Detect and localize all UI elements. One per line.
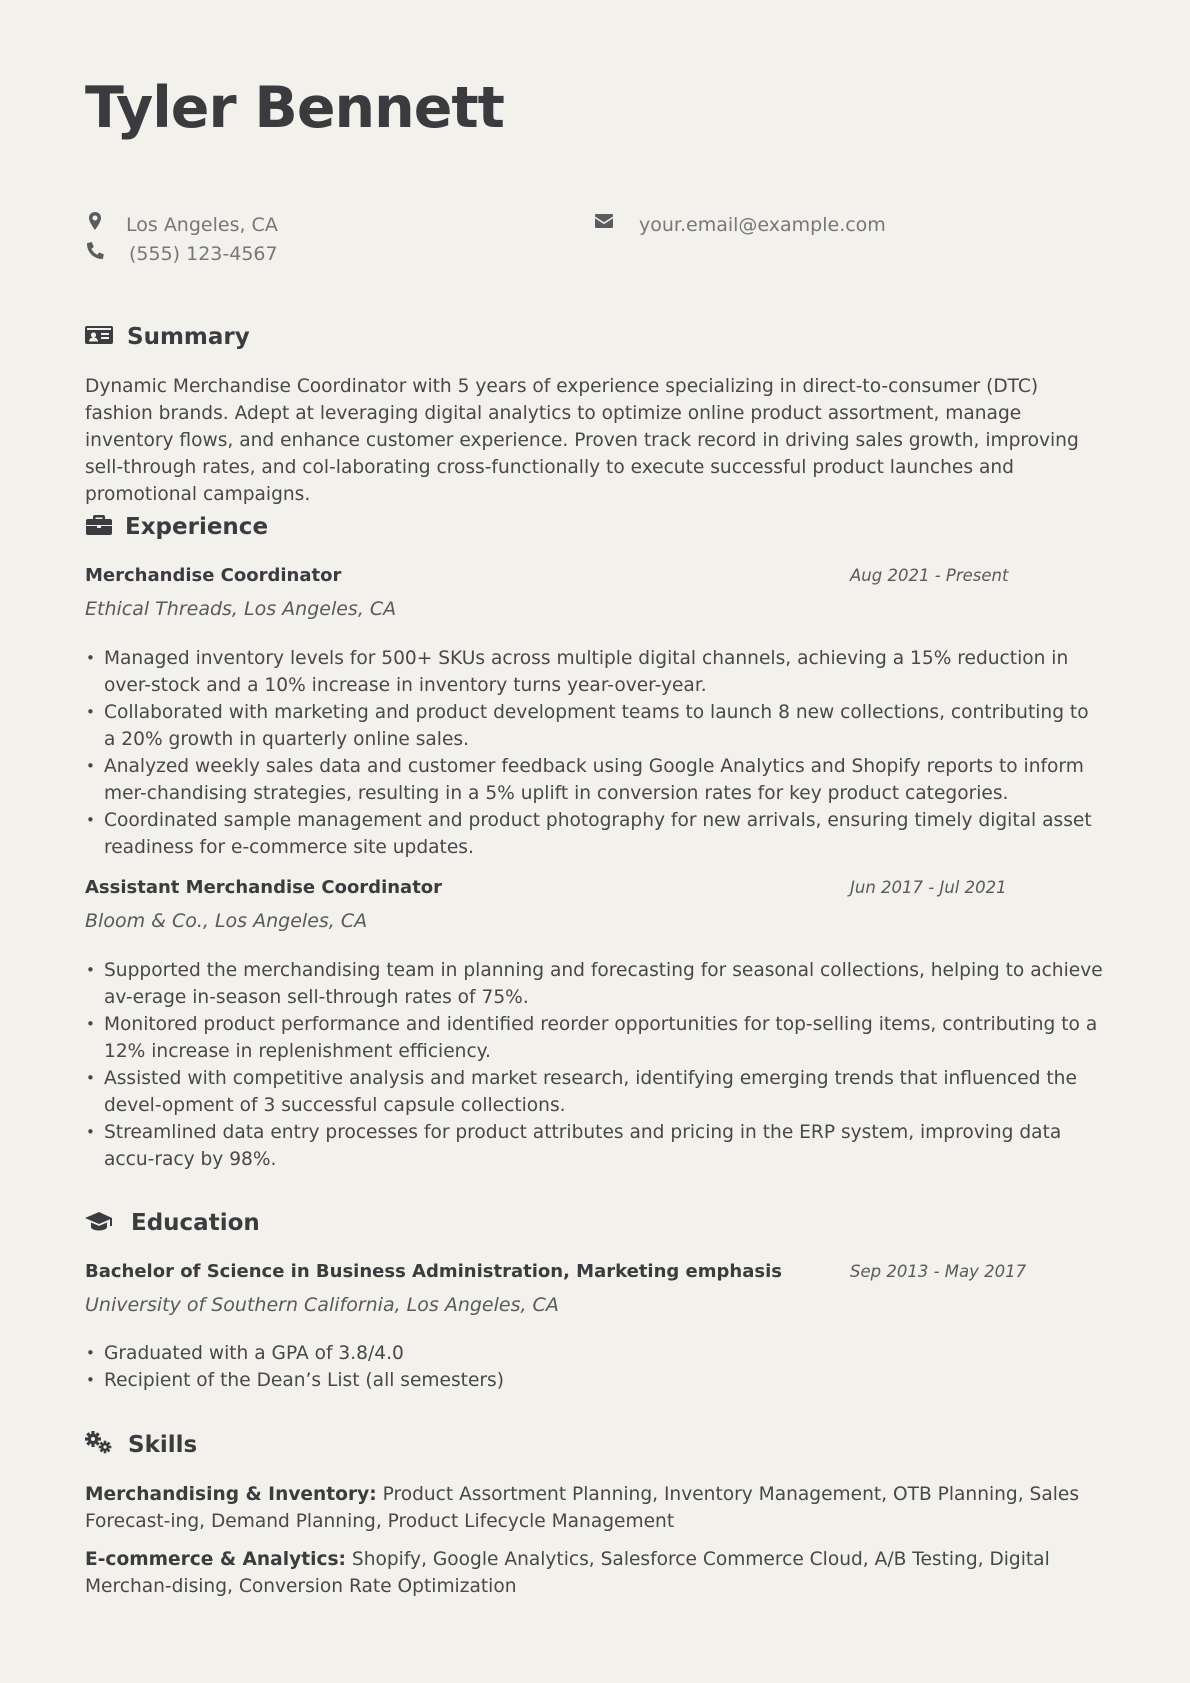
section-experience-heading [85,513,268,541]
id-card-icon [85,323,113,351]
skills-heading: Skills [128,1432,198,1458]
gears-icon [85,1431,113,1459]
education-bullets [85,1340,1105,1394]
section-education-heading [85,1209,260,1237]
phone-text: (555) 123-4567 [129,242,278,265]
list-item: • Streamlined data entry processes for product attributes and pricing in the ERP system, improving data accu-racy by 98%. [85,1119,1105,1173]
job-bullets [85,645,1105,861]
email-text: your.email@example.com [639,213,886,236]
section-summary-heading [85,323,250,351]
contact-phone [85,240,278,267]
job-dates: Aug 2021 - Present [850,566,1009,585]
list-item: • Graduated with a GPA of 3.8/4.0 [85,1340,1105,1367]
section-skills-heading [85,1431,197,1459]
briefcase-icon [85,513,113,541]
list-item: • Monitored product performance and identified reorder opportunities for top-selling items, contributing to a 12% increase in replenishment efficiency. [85,1011,1105,1065]
map-marker-icon [85,211,105,238]
list-item: • Collaborated with marketing and product development teams to launch 8 new collections, contributing to a 20% growth in quarterly online sales. [85,699,1105,753]
contact-email [594,211,886,238]
list-item: • Assisted with competitive analysis and market research, identifying emerging trends that influenced the devel-opment of 3 successful capsule collections. [85,1065,1105,1119]
list-item: • Supported the merchandising team in planning and forecasting for seasonal collections, helping to achieve av-erage in-season sell-through rates of 75%. [85,957,1105,1011]
contact-location [85,211,278,238]
school-name: University of Southern California, Los Angeles, CA [85,1294,559,1316]
location-text: Los Angeles, CA [126,213,278,236]
skill-group [85,1546,1105,1600]
list-item: • Analyzed weekly sales data and customer feedback using Google Analytics and Shopify reports to inform mer-chandising strategies, resulting in a 5% uplift in conversion rates for key product categories. [85,753,1105,807]
job-organization: Bloom & Co., Los Angeles, CA [85,910,368,932]
list-item: • Recipient of the Dean’s List (all semesters) [85,1367,1105,1394]
education-dates: Sep 2013 - May 2017 [850,1262,1027,1281]
list-item: • Managed inventory levels for 500+ SKUs across multiple digital channels, achieving a 15% reduction in over-stock and a 10% increase in inventory turns year-over-year. [85,645,1105,699]
list-item: • Coordinated sample management and product photography for new arrivals, ensuring timely digital asset readiness for e-commerce site updates. [85,807,1105,861]
education-heading: Education [131,1210,260,1236]
job-title: Assistant Merchandise Coordinator [85,877,443,898]
summary-text: Dynamic Merchandise Coordinator with 5 years of experience specializing in direct-to-consumer (DTC) fashion brands. Adept at leveraging digital analytics to optimize online product assortment, manage inventory flows, and enhance customer experience. Proven track record in driving sales growth, improving sell-through rates, and col-laborating cross-functionally to execute successful product launches and promotional campaigns. [85,376,1079,505]
job-dates: Jun 2017 - Jul 2021 [850,878,1007,897]
skill-group-label: Merchandising & Inventory: [85,1484,377,1505]
candidate-name: Tyler Bennett [85,75,504,141]
skill-group-text: Product Assortment Planning, Inventory Management, OTB Planning, Sales Forecast-ing, Demand Planning, Product Lifecycle Management [85,1484,1080,1532]
degree-title: Bachelor of Science in Business Administration, Marketing emphasis [85,1261,782,1282]
experience-heading: Experience [125,514,269,540]
job-organization: Ethical Threads, Los Angeles, CA [85,598,397,620]
job-title: Merchandise Coordinator [85,565,342,586]
phone-icon [85,240,105,267]
skill-group [85,1481,1105,1535]
skill-group-text: Shopify, Google Analytics, Salesforce Commerce Cloud, A/B Testing, Digital Merchan-dising, Conversion Rate Optimization [85,1549,1050,1597]
envelope-icon [594,211,614,238]
skill-group-label: E-commerce & Analytics: [85,1549,346,1570]
job-bullets [85,957,1105,1173]
summary-heading: Summary [127,324,250,350]
graduation-cap-icon [85,1209,113,1237]
